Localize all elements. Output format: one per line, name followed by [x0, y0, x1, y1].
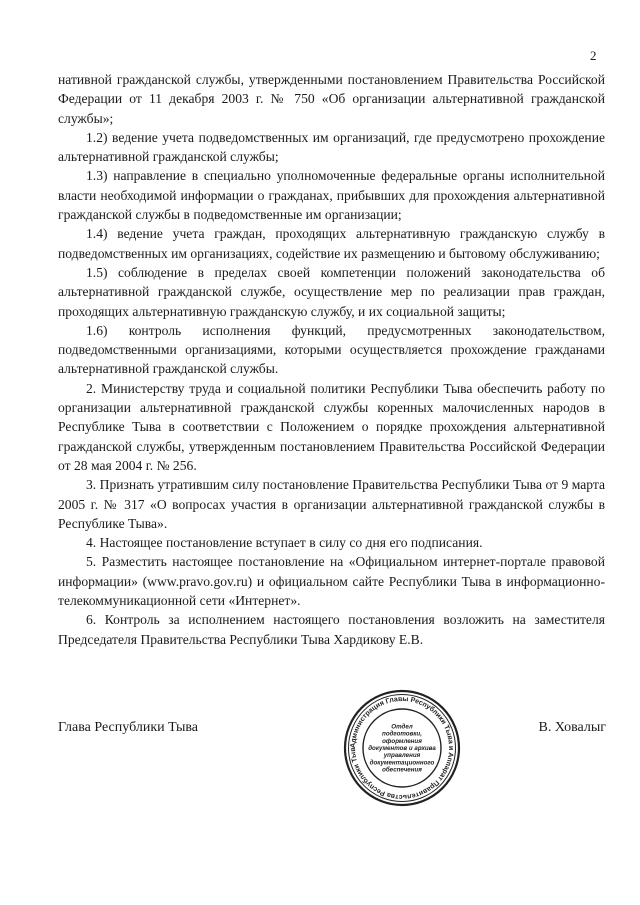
- paragraph-1-3: 1.3) направление в специально уполномоченные федеральные органы исполнительной власти необходимой информации о гражданах, прибывших для прохождения альтернативной гражданской службы в подведомственные им организации;: [58, 168, 605, 223]
- signature-block: [58, 688, 608, 801]
- paragraph-1-5: 1.5) соблюдение в пределах своей компетенции положений законодательства об альтернативной гражданской службе, осуществление мер по реализации прав граждан, проходящих альтернативную гражданскую службу, и их социальной защиты;: [58, 264, 605, 319]
- stamp-center-line: обеспечения: [382, 766, 422, 774]
- document-body: [58, 70, 605, 649]
- signatory-name: В. Ховалыг: [538, 720, 606, 735]
- paragraph-2: 2. Министерству труда и социальной политики Республики Тыва обеспечить работу по организации альтернативной гражданской службы коренных малочисленных народов в Республике Тыва в соответствии с Положением о порядке прохождения альтернативной гражданской службы, утвержденным постановлением Правительства Российской Федерации от 28 мая 2004 г. № 256.: [58, 380, 605, 473]
- stamp-center-line: документов и архива: [368, 745, 436, 752]
- signatory-position: Глава Республики Тыва: [58, 720, 199, 735]
- paragraph-1-6: 1.6) контроль исполнения функций, предусмотренных законодательством, подведомственными организациями, которыми осуществляется прохождение гражданами альтернативной гражданской службы.: [58, 322, 605, 377]
- stamp-center-line: оформления: [382, 737, 422, 745]
- paragraph-3: 3. Признать утратившим силу постановление Правительства Республики Тыва от 9 марта 2005 г. № 317 «О вопросах участия в организации альтернативной гражданской службы в Республике Тыва».: [58, 477, 605, 531]
- stamp-center-line: управления: [383, 752, 421, 760]
- paragraph-continuation: нативной гражданской службы, утвержденными постановлением Правительства Российской Федерации от 11 декабря 2003 г. № 750 «Об организации альтернативной гражданской службы»;: [58, 72, 605, 126]
- paragraph-4: 4. Настоящее постановление вступает в силу со дня его подписания.: [86, 535, 483, 551]
- page-number: 2: [590, 48, 597, 63]
- paragraph-1-2: 1.2) ведение учета подведомственных им организаций, где предусмотрено прохождение альтернативной гражданской службы;: [58, 129, 605, 165]
- stamp-center-line: документационного: [369, 759, 435, 767]
- paragraph-1-4: 1.4) ведение учета граждан, проходящих альтернативную гражданскую службу в подведомственных им организациях, содействие их размещению и бытовому обслуживанию;: [58, 226, 605, 261]
- paragraph-5: 5. Разместить настоящее постановление на «Официальном интернет-портале правовой информации» (www.pravo.gov.ru) и официальном сайте Республики Тыва в информационно-телекоммуникационной сети «Интернет».: [58, 554, 605, 609]
- stamp-center-line: Отдел: [391, 723, 413, 731]
- stamp-center-line: подготовки,: [382, 730, 422, 738]
- official-stamp: [342, 688, 462, 808]
- paragraph-6: 6. Контроль за исполнением настоящего постановления возложить на заместителя Председателя Правительства Республики Тыва Хардикову Е.В.: [58, 612, 605, 647]
- svg-text:Администрация Главы Республики: Администрация Главы Республики Тыва и Аппарат Правительства Республики Тыв: [349, 695, 455, 801]
